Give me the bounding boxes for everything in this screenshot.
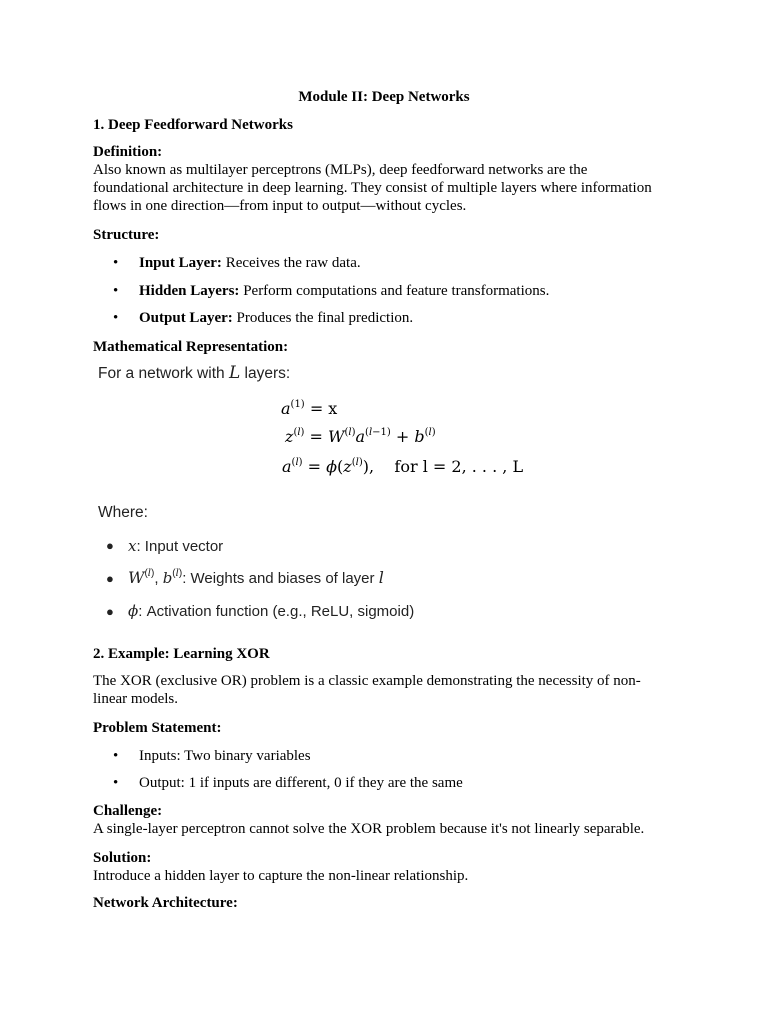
problem-statement-label: Problem Statement:	[93, 720, 222, 736]
challenge-text: A single-layer perceptron cannot solve the XOR problem because it's not linearly separable.	[93, 821, 645, 837]
xor-intro-line-1: The XOR (exclusive OR) problem is a classic example demonstrating the necessity of non-	[93, 673, 641, 689]
where-item-x: x: Input vector	[128, 537, 224, 555]
where-label: Where:	[98, 504, 148, 521]
structure-item-hidden: Hidden Layers: Perform computations and feature transformations.	[139, 283, 550, 299]
bullet-icon: •	[113, 283, 119, 299]
definition-label: Definition:	[93, 144, 163, 160]
math-intro: For a network with L layers:	[98, 363, 291, 383]
bullet-icon: ●	[106, 538, 114, 553]
solution-label: Solution:	[93, 850, 152, 866]
definition-line-3: flows in one direction—from input to output—without cycles.	[93, 198, 467, 214]
bullet-icon: ●	[106, 604, 114, 619]
bullet-icon: •	[113, 775, 119, 791]
equation-2: $z^{(l)} = W^{(l)}a^{(l-1)} + b^{(l)}$	[285, 426, 436, 446]
structure-item-input: Input Layer: Receives the raw data.	[139, 255, 361, 271]
section-heading-xor: 2. Example: Learning XOR	[93, 646, 270, 662]
where-item-wb: $W^{(l)}$, $b^{(l)}$: Weights and biases of layer l	[128, 568, 384, 587]
where-item-phi: ϕ: Activation function (e.g., ReLU, sigmoid)	[128, 602, 415, 620]
equation-3: $a^{(l)} = \phi(z^{(l)})$, for l = 2, . . . , L	[282, 456, 524, 476]
bullet-icon: ●	[106, 571, 114, 586]
solution-text: Introduce a hidden layer to capture the non-linear relationship.	[93, 868, 469, 884]
equation-1: $a^{(1)} = x$	[281, 398, 338, 418]
page-title: Module II: Deep Networks	[298, 89, 470, 105]
bullet-icon: •	[113, 255, 119, 271]
math-representation-label: Mathematical Representation:	[93, 339, 289, 355]
problem-item-output: Output: 1 if inputs are different, 0 if they are the same	[139, 775, 463, 791]
section-heading-deep-feedforward: 1. Deep Feedforward Networks	[93, 117, 293, 133]
structure-label: Structure:	[93, 227, 160, 243]
xor-intro-line-2: linear models.	[93, 691, 178, 707]
challenge-label: Challenge:	[93, 803, 163, 819]
problem-item-inputs: Inputs: Two binary variables	[139, 748, 311, 764]
structure-item-output: Output Layer: Produces the final prediction.	[139, 310, 414, 326]
definition-line-1: Also known as multilayer perceptrons (MLPs), deep feedforward networks are the	[93, 162, 588, 178]
network-architecture-label: Network Architecture:	[93, 895, 238, 911]
bullet-icon: •	[113, 310, 119, 326]
bullet-icon: •	[113, 748, 119, 764]
definition-line-2: foundational architecture in deep learning. They consist of multiple layers where information	[93, 180, 652, 196]
